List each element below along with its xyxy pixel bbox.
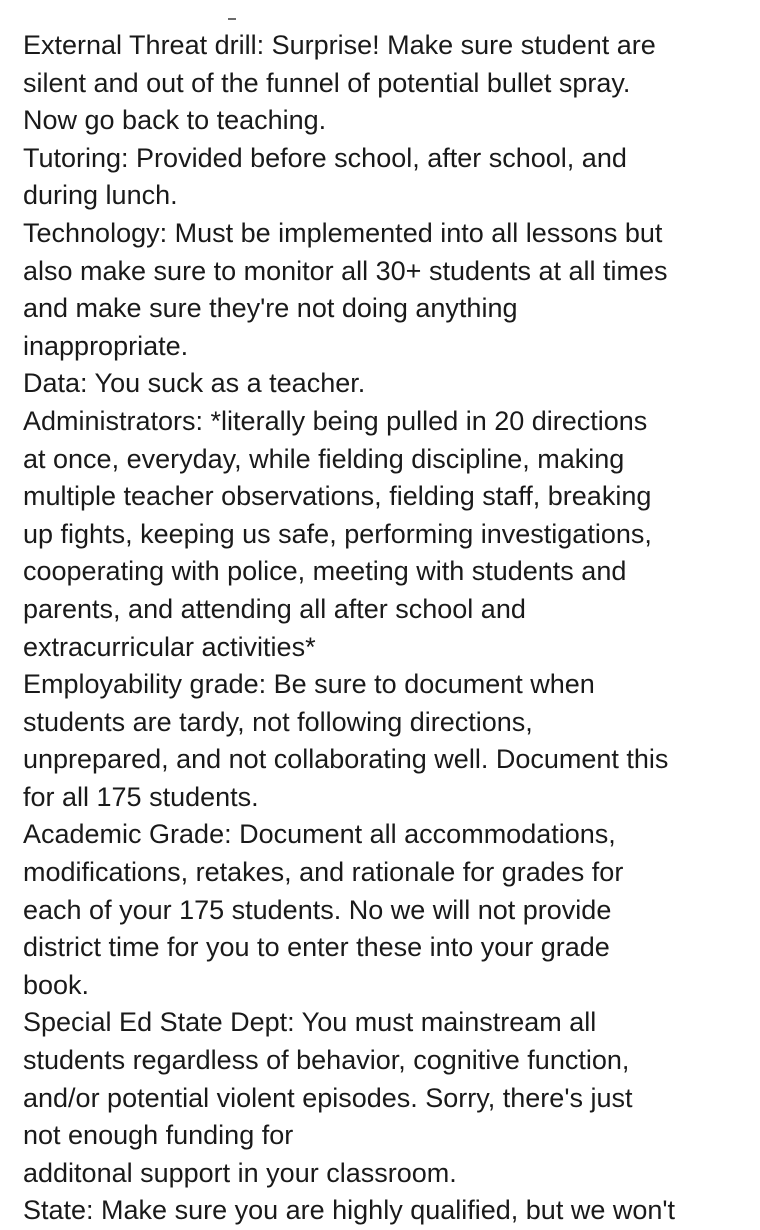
post-line: students regardless of behavior, cognitive function, [23,1045,630,1076]
post-line: unprepared, and not collaborating well. Document this [23,744,669,775]
post-line: parents, and attending all after school and [23,593,526,624]
post-line: during lunch. [23,180,178,211]
post-line: not enough funding for [23,1120,294,1151]
post-line: for all 175 students. [23,781,259,812]
post-line: External Threat drill: Surprise! Make sure student are [23,30,656,60]
post-line: at once, everyday, while fielding discipline, making [23,443,625,474]
post-line: students are tardy, not following directions, [23,706,533,737]
post-line: district time for you to enter these into your grade [23,932,610,963]
post-line: inappropriate. [23,330,189,361]
post-line: and make sure they're not doing anything [23,293,518,324]
post-line: State: Make sure you are highly qualified, but we won't [23,1195,676,1226]
post-line: Technology: Must be implemented into all lessons but [23,217,663,248]
top-dash-mark [228,18,236,20]
post-line: up fights, keeping us safe, performing investigations, [23,518,652,549]
post-line: Data: You suck as a teacher. [23,368,366,399]
post-line: Administrators: *literally being pulled in 20 directions [23,405,648,436]
post-line: Tutoring: Provided before school, after school, and [23,142,627,173]
post-line: extracurricular activities* [23,631,316,662]
post-line: Special Ed State Dept: You must mainstream all [23,1007,597,1038]
post-line: Academic Grade: Document all accommodations, [23,819,616,850]
post-line: also make sure to monitor all 30+ students at all times [23,255,668,286]
post-text-body [23,27,758,1230]
post-line: book. [23,969,90,1000]
post-line: Now go back to teaching. [23,105,327,136]
post-line: and/or potential violent episodes. Sorry, there's just [23,1082,633,1113]
post-line: multiple teacher observations, fielding staff, breaking [23,481,652,512]
post-line: cooperating with police, meeting with students and [23,556,627,587]
post-line: additonal support in your classroom. [23,1157,457,1188]
post-line: modifications, retakes, and rationale for grades for [23,857,624,888]
post-line: silent and out of the funnel of potential bullet spray. [23,67,631,98]
post-line: Employability grade: Be sure to document when [23,669,595,700]
post-line: each of your 175 students. No we will not provide [23,894,612,925]
